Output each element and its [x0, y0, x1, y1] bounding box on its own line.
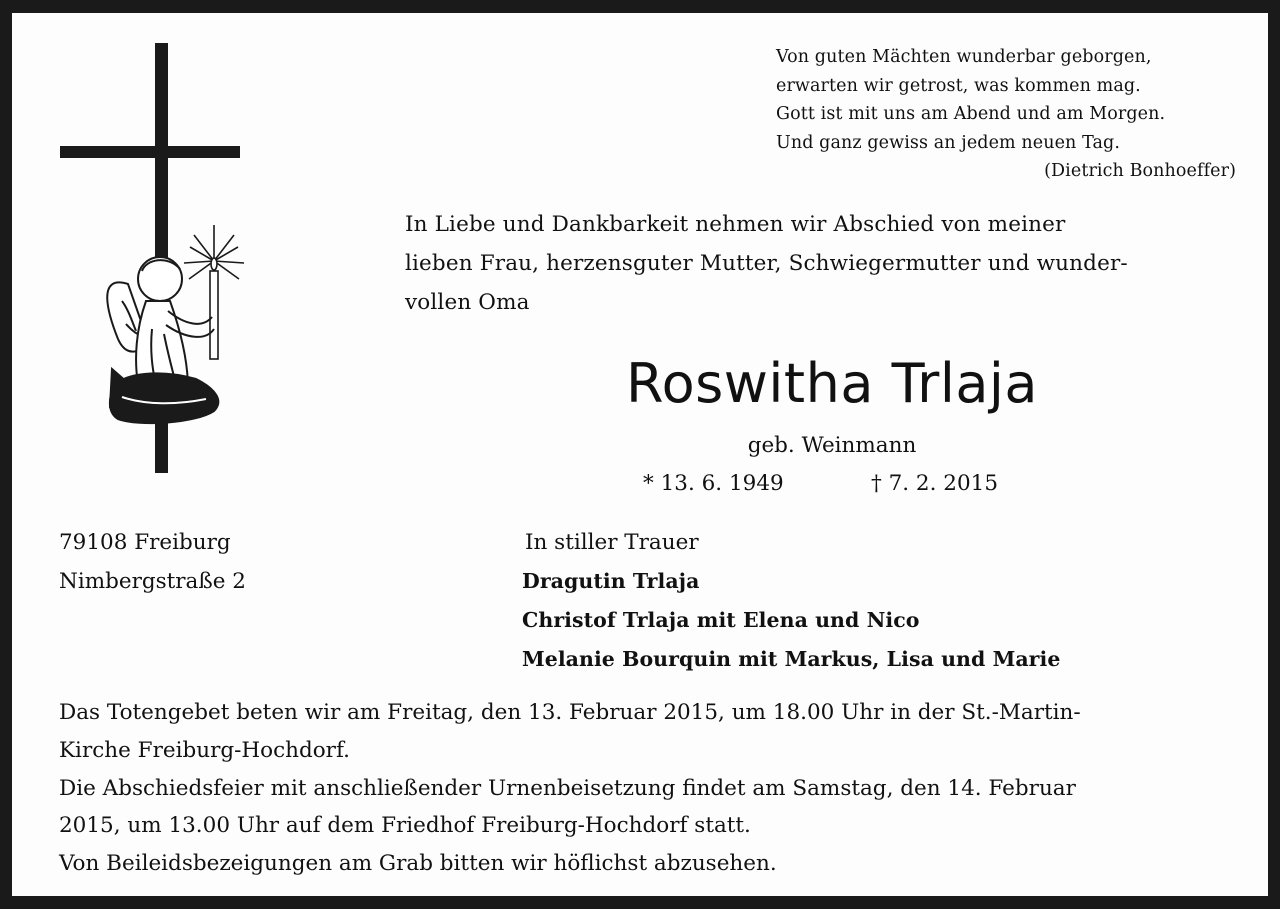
family-address: [59, 523, 359, 601]
deceased-name: Roswitha Trlaja: [625, 352, 1039, 415]
quote-line: Und ganz gewiss an jedem neuen Tag.: [776, 132, 1120, 153]
mourner-name: Melanie Bourquin mit Markus, Lisa und Marie: [522, 647, 1061, 671]
service-line: Das Totengebet beten wir am Freitag, den 13. Februar 2015, um 18.00 Uhr in der St.-Martin-: [59, 700, 1081, 725]
intro-line: lieben Frau, herzensguter Mutter, Schwiegermutter und wunder-: [405, 251, 1128, 276]
quote-line: erwarten wir getrost, was kommen mag.: [776, 75, 1141, 96]
mourning-lead: In stiller Trauer: [525, 530, 699, 555]
mourner-name: Dragutin Trlaja: [522, 569, 700, 593]
bible-quote-block: [776, 43, 1236, 186]
quote-line: Von guten Mächten wunderbar geborgen,: [776, 47, 1152, 67]
service-line: Kirche Freiburg-Hochdorf.: [59, 737, 350, 763]
maiden-name: geb. Weinmann: [747, 433, 917, 458]
mourner-name: Christof Trlaja mit Elena und Nico: [522, 608, 920, 632]
candle-icon: [184, 225, 244, 359]
service-line: 2015, um 13.00 Uhr auf dem Friedhof Freiburg-Hochdorf statt.: [59, 813, 751, 839]
death-date: † 7. 2. 2015: [871, 471, 998, 496]
service-details: [59, 694, 1234, 883]
address-city: 79108 Freiburg: [59, 530, 231, 555]
birth-date: * 13. 6. 1949: [643, 471, 784, 496]
address-street: Nimbergstraße 2: [59, 569, 246, 594]
angel-icon: [107, 257, 218, 423]
mourners-block: [522, 523, 1242, 679]
quote-author: (Dietrich Bonhoeffer): [1044, 161, 1236, 181]
quote-line: Gott ist mit uns am Abend und am Morgen.: [776, 104, 1166, 124]
intro-line: vollen Oma: [405, 290, 530, 315]
cross-with-kneeling-angel-icon: [56, 39, 256, 499]
service-line: Die Abschiedsfeier mit anschließender Urnenbeisetzung findet am Samstag, den 14. Februar: [59, 775, 1076, 801]
intro-text: [405, 205, 1235, 322]
service-line: Von Beileidsbezeigungen am Grab bitten wir höflichst abzusehen.: [59, 851, 777, 877]
intro-line: In Liebe und Dankbarkeit nehmen wir Abschied von meiner: [405, 212, 1066, 237]
